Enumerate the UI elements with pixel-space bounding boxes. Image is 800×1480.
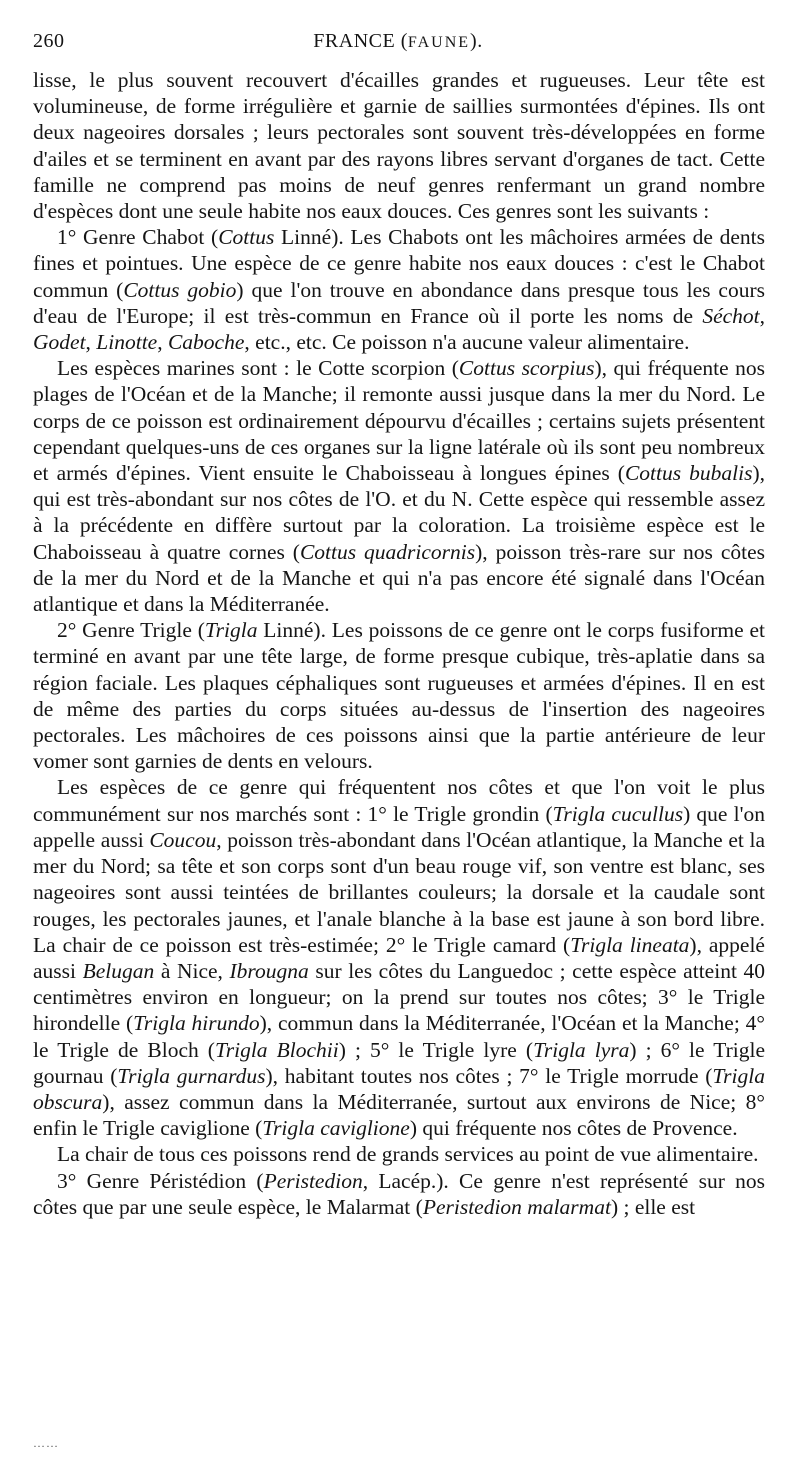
paragraph-genre-trigle: 2° Genre Trigle (Trigla Linné). Les poissons de ce genre ont le corps fusiforme et terminé en avant par une tête large, de forme presque cubique, très-aplatie dans sa région faciale. Les plaques céphaliques sont rugueuses et armées d'épines. Il en est de même des parties du corps situées au-dessus de l'insertion des nageoires pectorales. Les mâchoires de ces poissons ainsi que la partie antérieure de leur vomer sont garnies de dents en velours. <box>33 618 765 774</box>
running-head-main: FRANCE ( <box>313 30 408 52</box>
page-number: 260 <box>33 30 65 52</box>
paragraph-trigle-species: Les espèces de ce genre qui fréquentent nos côtes et que l'on voit le plus communément sur nos marchés sont : 1° le Trigle grondin (Trigla cucullus) que l'on appelle aussi Coucou, poisson très-abondant dans l'Océan atlantique, la Manche et la mer du Nord; sa tête et son corps sont d'un beau rouge vif, son ventre est blanc, ses nageoires sont aussi teintées de brillantes couleurs; la dorsale et la caudale sont rouges, les pectorales jaunes, et l'anale blanche à la base est jaune à son bord libre. La chair de ce poisson est très-estimée; 2° le Trigle camard (Trigla lineata), appelé aussi Belugan à Nice, Ibrougna sur les côtes du Languedoc ; cette espèce atteint 40 centimètres environ en longueur; on la prend sur toutes nos côtes; 3° le Trigle hirondelle (Trigla hirundo), commun dans la Méditerranée, l'Océan et la Manche; 4° le Trigle de Bloch (Trigla Blochii) ; 5° le Trigle lyre (Trigla lyra) ; 6° le Trigle gournau (Trigla gurnardus), habitant toutes nos côtes ; 7° le Trigle morrude (Trigla obscura), assez commun dans la Méditerranée, surtout aux environs de Nice; 8° enfin le Trigle caviglione (Trigla caviglione) qui fréquente nos côtes de Provence. <box>33 775 766 1141</box>
page-header <box>33 30 763 60</box>
running-head-end: ). <box>470 30 483 52</box>
paragraph-intro: lisse, le plus souvent recouvert d'écailles grandes et rugueuses. Leur tête est volumineuse, de forme irrégulière et garnie de saillies surmontées d'épines. Ils ont deux nageoires dorsales ; leurs pectorales sont souvent très-développées en forme d'ailes et se terminent en avant par des rayons libres servant d'organes de tact. Cette famille ne comprend pas moins de neuf genres renfermant un grand nombre d'espèces dont une seule habite nos eaux douces. Ces genres sont les suivants : <box>33 68 765 224</box>
paragraph-genre-chabot: 1° Genre Chabot (Cottus Linné). Les Chabots ont les mâchoires armées de dents fines et pointues. Une espèce de ce genre habite nos eaux douces : c'est le Chabot commun (Cottus gobio) que l'on trouve en abondance dans presque tous les cours d'eau de l'Europe; il est très-commun en France où il porte les noms de Séchot, Godet, Linotte, Caboche, etc., etc. Ce poisson n'a aucune valeur alimentaire. <box>33 225 765 355</box>
running-head-subtitle: FAUNE <box>407 34 471 51</box>
paragraph-alimentary-value: La chair de tous ces poissons rend de grands services au point de vue alimentaire. <box>57 1142 759 1167</box>
paragraph-marine-species: Les espèces marines sont : le Cotte scorpion (Cottus scorpius), qui fréquente nos plages de l'Océan et de la Manche; il remonte aussi jusque dans la mer du Nord. Le corps de ce poisson est ordinairement dépourvu d'écailles ; certains sujets présentent cependant quelques-uns de ces organes sur la ligne latérale où ils sont peu nombreux et armés d'épines. Vient ensuite le Chaboisseau à longues épines (Cottus bubalis), qui est très-abondant sur nos côtes de l'O. et du N. Cette espèce qui ressemble assez à la précédente en diffère surtout par la coloration. La troisième espèce est le Chaboisseau à quatre cornes (Cottus quadricornis), poisson très-rare sur nos côtes de la mer du Nord et de la Manche et qui n'a pas encore été signalé dans l'Océan atlantique et dans la Méditerranée. <box>33 356 765 617</box>
body-text <box>33 67 765 1220</box>
running-head <box>33 30 763 53</box>
footer-mark: …… <box>33 1436 59 1450</box>
paragraph-genre-peristedion: 3° Genre Péristédion (Peristedion, Lacép.). Ce genre n'est représenté sur nos côtes que par une seule espèce, le Malarmat (Peristedion malarmat) ; elle est <box>33 1168 765 1219</box>
